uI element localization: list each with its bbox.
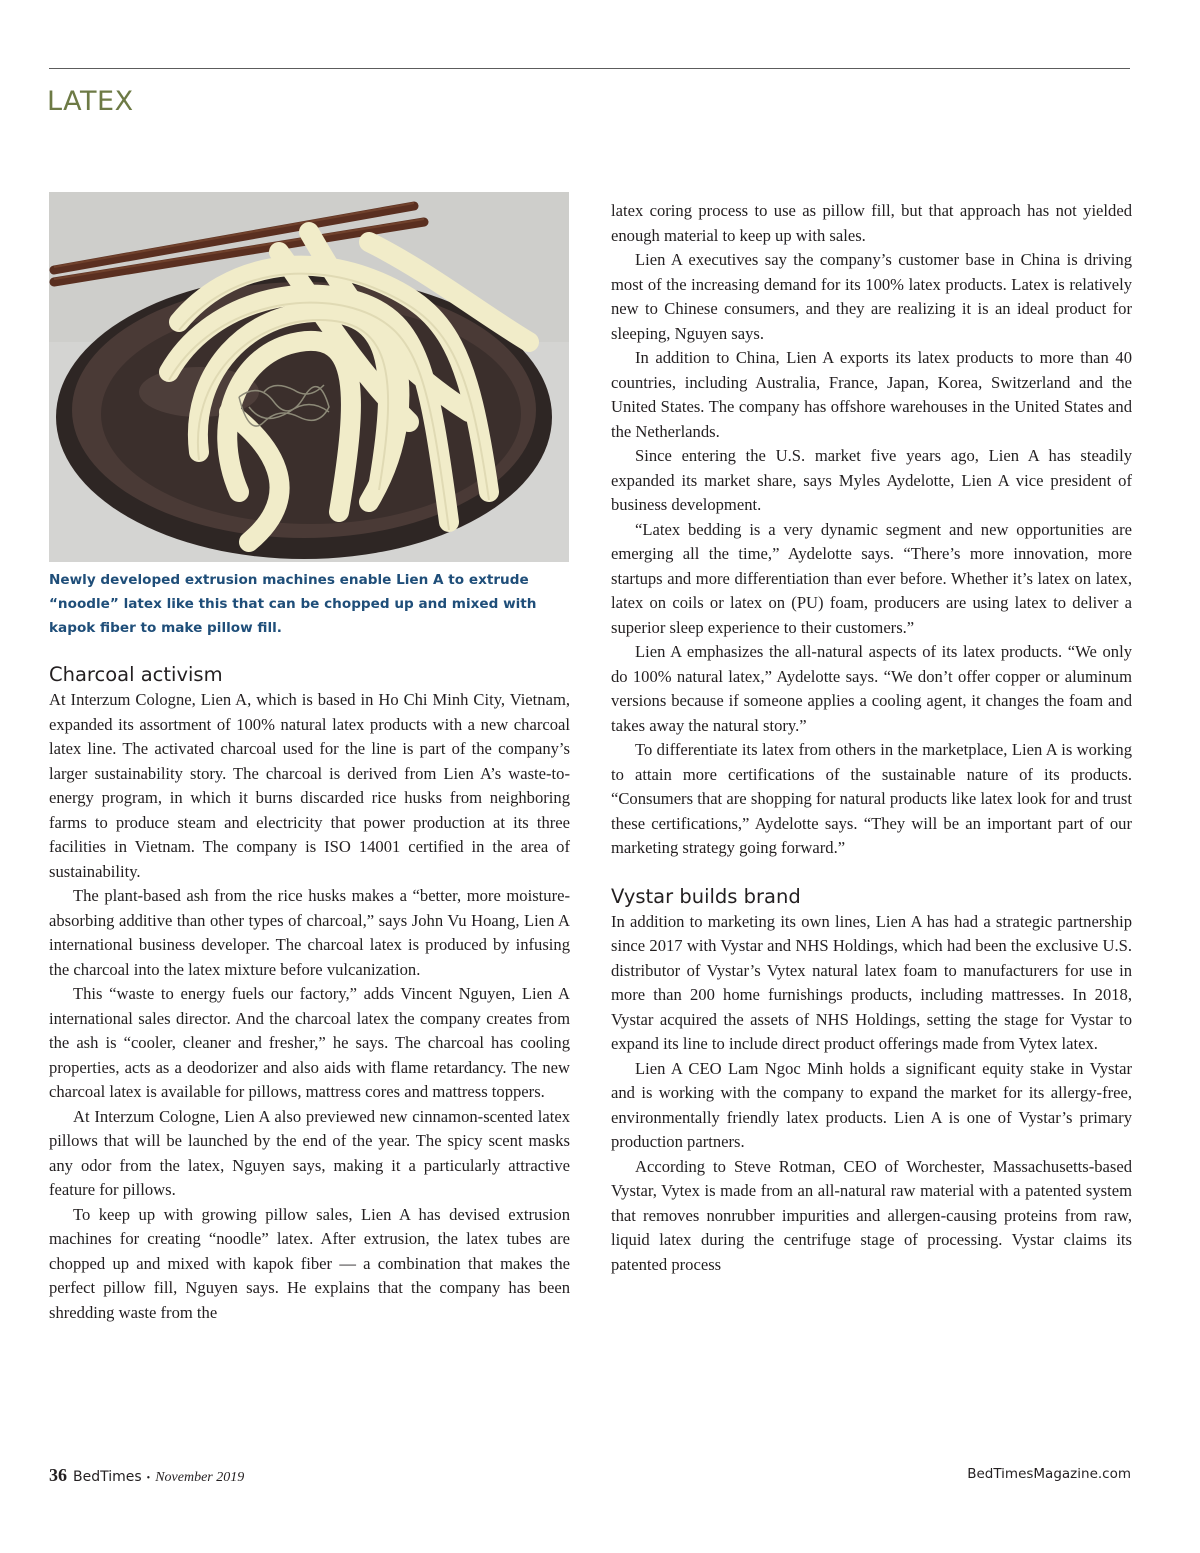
subheading-charcoal-activism: Charcoal activism	[49, 663, 223, 686]
subheading-vystar-builds-brand: Vystar builds brand	[611, 884, 801, 908]
header-rule	[49, 68, 1130, 69]
article-right-column	[611, 199, 1132, 1277]
photo-caption: Newly developed extrusion machines enable Lien A to extrude “noodle” latex like this that can be chopped up and mixed with kapok fiber to make pillow fill.	[49, 572, 537, 636]
paragraph: Since entering the U.S. market five years ago, Lien A has steadily expanded its market share, says Myles Aydelotte, Lien A vice president of business development.	[611, 446, 1132, 514]
paragraph: According to Steve Rotman, CEO of Worchester, Massachusetts-based Vystar, Vytex is made from an all-natural raw material with a patented system that removes nonrubber impurities and allergen-causing proteins from raw, liquid latex during the centrifuge stage of processing. Vystar claims its patented process	[611, 1156, 1132, 1274]
paragraph: At Interzum Cologne, Lien A, which is based in Ho Chi Minh City, Vietnam, expanded its assortment of 100% natural latex products with a new charcoal latex line. The activated charcoal used for the line is part of the company’s larger sustainability story. The charcoal is derived from Lien A’s waste-to-energy program, in which it burns discarded rice husks from neighboring farms to produce steam and electricity that power production at its three facilities in Vietnam. The company is ISO 14001 certified in the area of sustainability.	[49, 690, 570, 881]
paragraph: In addition to marketing its own lines, Lien A has had a strategic partnership since 2017 with Vystar and NHS Holdings, which had been the exclusive U.S. distributor of Vystar’s Vytex natural latex foam to manufacturers for use in more than 200 home furnishings products, including mattresses. In 2018, Vystar acquired the assets of NHS Holdings, setting the stage for Vystar to expand its line to include direct product offerings made from Vytex latex.	[611, 911, 1132, 1053]
issue-date: November 2019	[155, 1470, 245, 1485]
paragraph: In addition to China, Lien A exports its latex products to more than 40 countries, including Australia, France, Japan, Korea, Switzerland and the United States. The company has offshore warehouses in the United States and the Netherlands.	[611, 348, 1132, 441]
footer-folio	[49, 1465, 244, 1486]
noodle-latex-photo	[49, 192, 569, 562]
section-title: LATEX	[47, 86, 134, 117]
website-link[interactable]: BedTimesMagazine.com	[967, 1466, 1131, 1482]
article-left-column	[49, 662, 570, 1325]
bullet-separator: •	[146, 1473, 151, 1484]
paragraph: The plant-based ash from the rice husks makes a “better, more moisture-absorbing additive than other types of charcoal,” says John Vu Hoang, Lien A international business developer. The charcoal latex is produced by infusing the charcoal into the latex mixture before vulcanization.	[49, 886, 570, 979]
paragraph: This “waste to energy fuels our factory,” adds Vincent Nguyen, Lien A international sales director. And the charcoal latex the company creates from the ash is “cooler, cleaner and fresher,” he says. The charcoal has cooling properties, acts as a deodorizer and also aids with flame retardancy. The new charcoal latex is available for pillows, mattress cores and mattress toppers.	[49, 984, 570, 1101]
paragraph: Lien A CEO Lam Ngoc Minh holds a significant equity stake in Vystar and is working with the company to expand the market for its allergy-free, environmentally friendly latex products. Lien A is one of Vystar’s primary production partners.	[611, 1058, 1132, 1151]
paragraph-continued: latex coring process to use as pillow fill, but that approach has not yielded enough material to keep up with sales.	[611, 201, 1132, 245]
publication-name: BedTimes	[73, 1469, 142, 1485]
paragraph: To differentiate its latex from others in the marketplace, Lien A is working to attain more certifications of the sustainable nature of its products. “Consumers that are shopping for natural products like latex look for and trust these certifications,” Aydelotte says. “They will be an important part of our marketing strategy going forward.”	[611, 740, 1132, 857]
paragraph: Lien A executives say the company’s customer base in China is driving most of the increasing demand for its 100% latex products. Latex is relatively new to Chinese consumers, and they are realizing it is an ideal product for sleeping, Nguyen says.	[611, 250, 1132, 343]
paragraph: “Latex bedding is a very dynamic segment and new opportunities are emerging all the time,” Aydelotte says. “There’s more innovation, more startups and more differentiation than ever before. Whether it’s latex on latex, latex on coils or latex on (PU) foam, producers are using latex to deliver a superior sleep experience to their customers.”	[611, 519, 1132, 637]
paragraph: To keep up with growing pillow sales, Lien A has devised extrusion machines for creating “noodle” latex. After extrusion, the latex tubes are chopped up and mixed with kapok fiber — a combination that makes the perfect pillow fill, Nguyen says. He explains that the company has been shredding waste from the	[49, 1204, 570, 1322]
page-number: 36	[49, 1465, 67, 1485]
paragraph: At Interzum Cologne, Lien A also previewed new cinnamon-scented latex pillows that will be launched by the end of the year. The spicy scent masks any odor from the latex, Nguyen says, making it a particularly attractive feature for pillows.	[49, 1106, 570, 1199]
paragraph: Lien A emphasizes the all-natural aspects of its latex products. “We only do 100% natural latex,” Aydelotte says. “We don’t offer copper or aluminum versions because if someone applies a cooling agent, it changes the foam and takes away the natural story.”	[611, 642, 1132, 735]
